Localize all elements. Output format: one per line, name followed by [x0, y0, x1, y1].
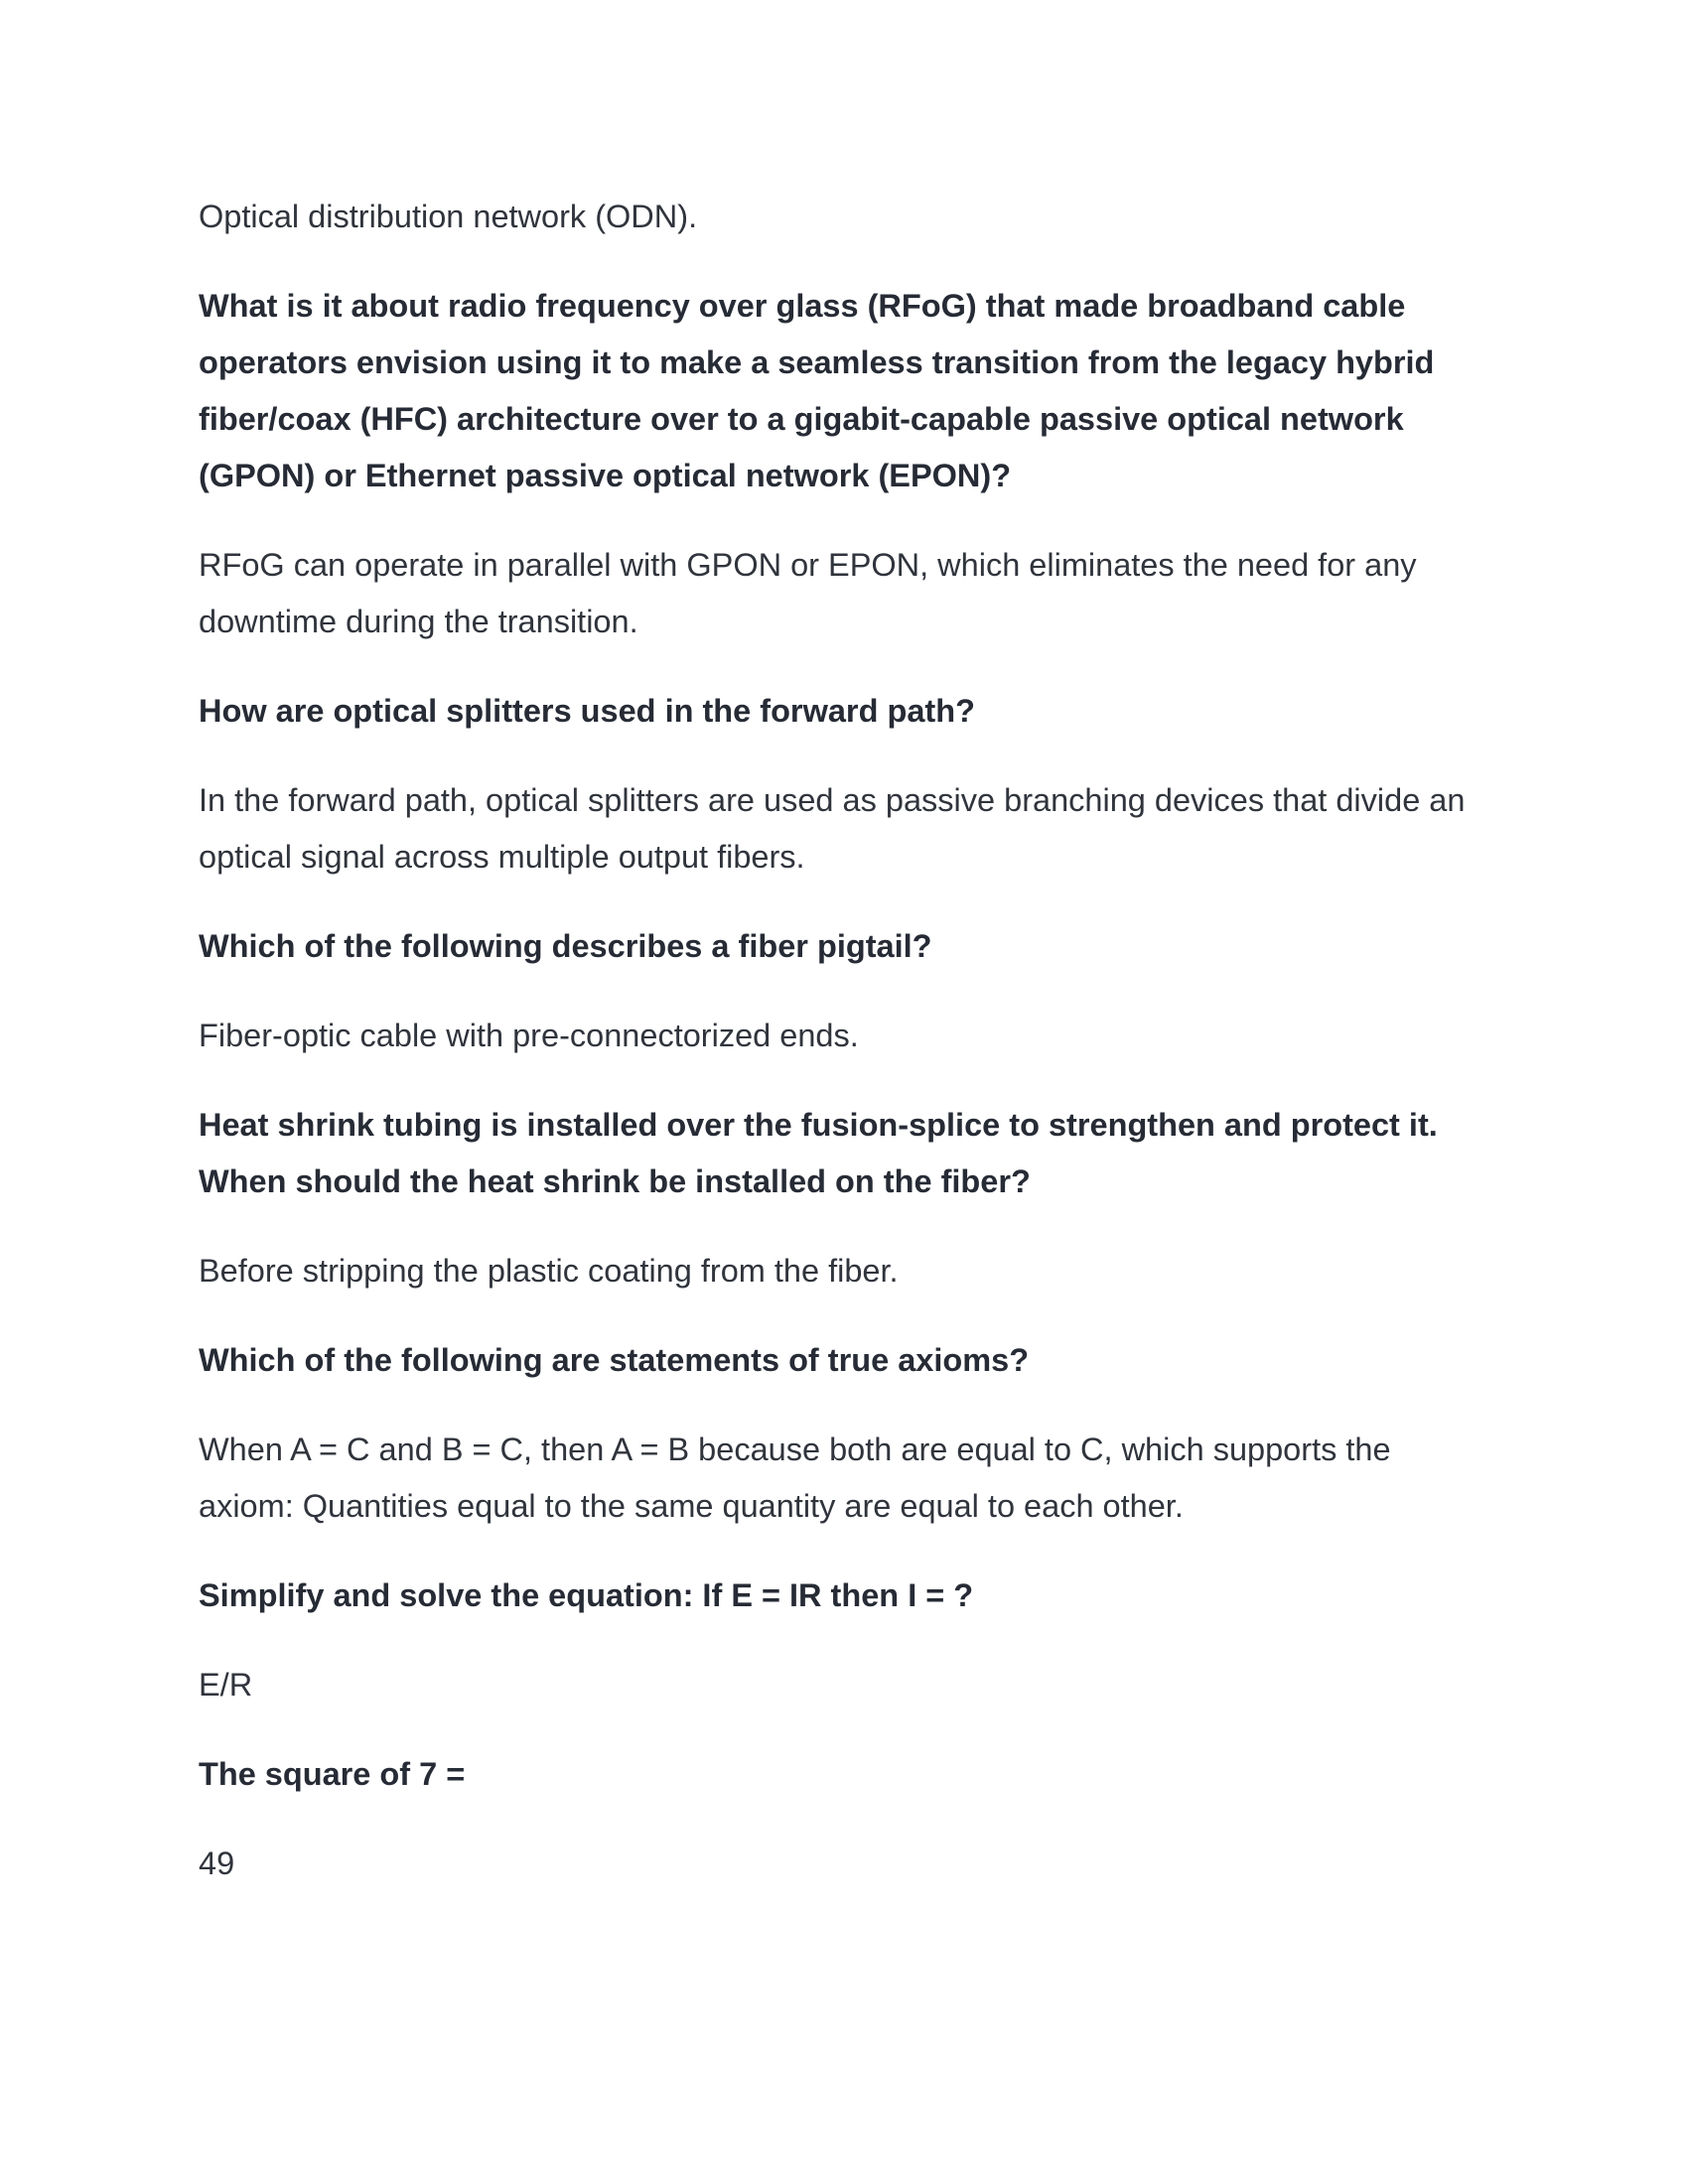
document-page [199, 189, 1489, 1925]
question-fiber-pigtail: Which of the following describes a fiber pigtail? [199, 928, 932, 964]
question-true-axioms: Which of the following are statements of true axioms? [199, 1342, 1030, 1378]
answer-heat-shrink: Before stripping the plastic coating from the fiber. [199, 1253, 899, 1289]
answer-true-axioms: When A = C and B = C, then A = B because both are equal to C, which supports the axiom: Quantities equal to the same quantity are equal to each other. [199, 1432, 1391, 1524]
question-ohms-law: Simplify and solve the equation: If E = IR then I = ? [199, 1577, 974, 1613]
question-square-of-7: The square of 7 = [199, 1756, 466, 1792]
answer-ohms-law: E/R [199, 1667, 253, 1703]
question-optical-splitters: How are optical splitters used in the forward path? [199, 693, 975, 729]
answer-rfog: RFoG can operate in parallel with GPON or EPON, which eliminates the need for any downtime during the transition. [199, 547, 1417, 639]
question-heat-shrink: Heat shrink tubing is installed over the fusion-splice to strengthen and protect it. When should the heat shrink be installed on the fiber? [199, 1107, 1438, 1199]
answer-square-of-7: 49 [199, 1845, 235, 1881]
answer-fiber-pigtail: Fiber-optic cable with pre-connectorized ends. [199, 1018, 859, 1053]
answer-odn: Optical distribution network (ODN). [199, 199, 698, 234]
answer-optical-splitters: In the forward path, optical splitters are used as passive branching devices that divide an optical signal across multiple output fibers. [199, 782, 1466, 875]
question-rfog: What is it about radio frequency over glass (RFoG) that made broadband cable operators envision using it to make a seamless transition from the legacy hybrid fiber/coax (HFC) architecture over to a gigabit-capable passive optical network (GPON) or Ethernet passive optical network (EPON)? [199, 288, 1435, 493]
